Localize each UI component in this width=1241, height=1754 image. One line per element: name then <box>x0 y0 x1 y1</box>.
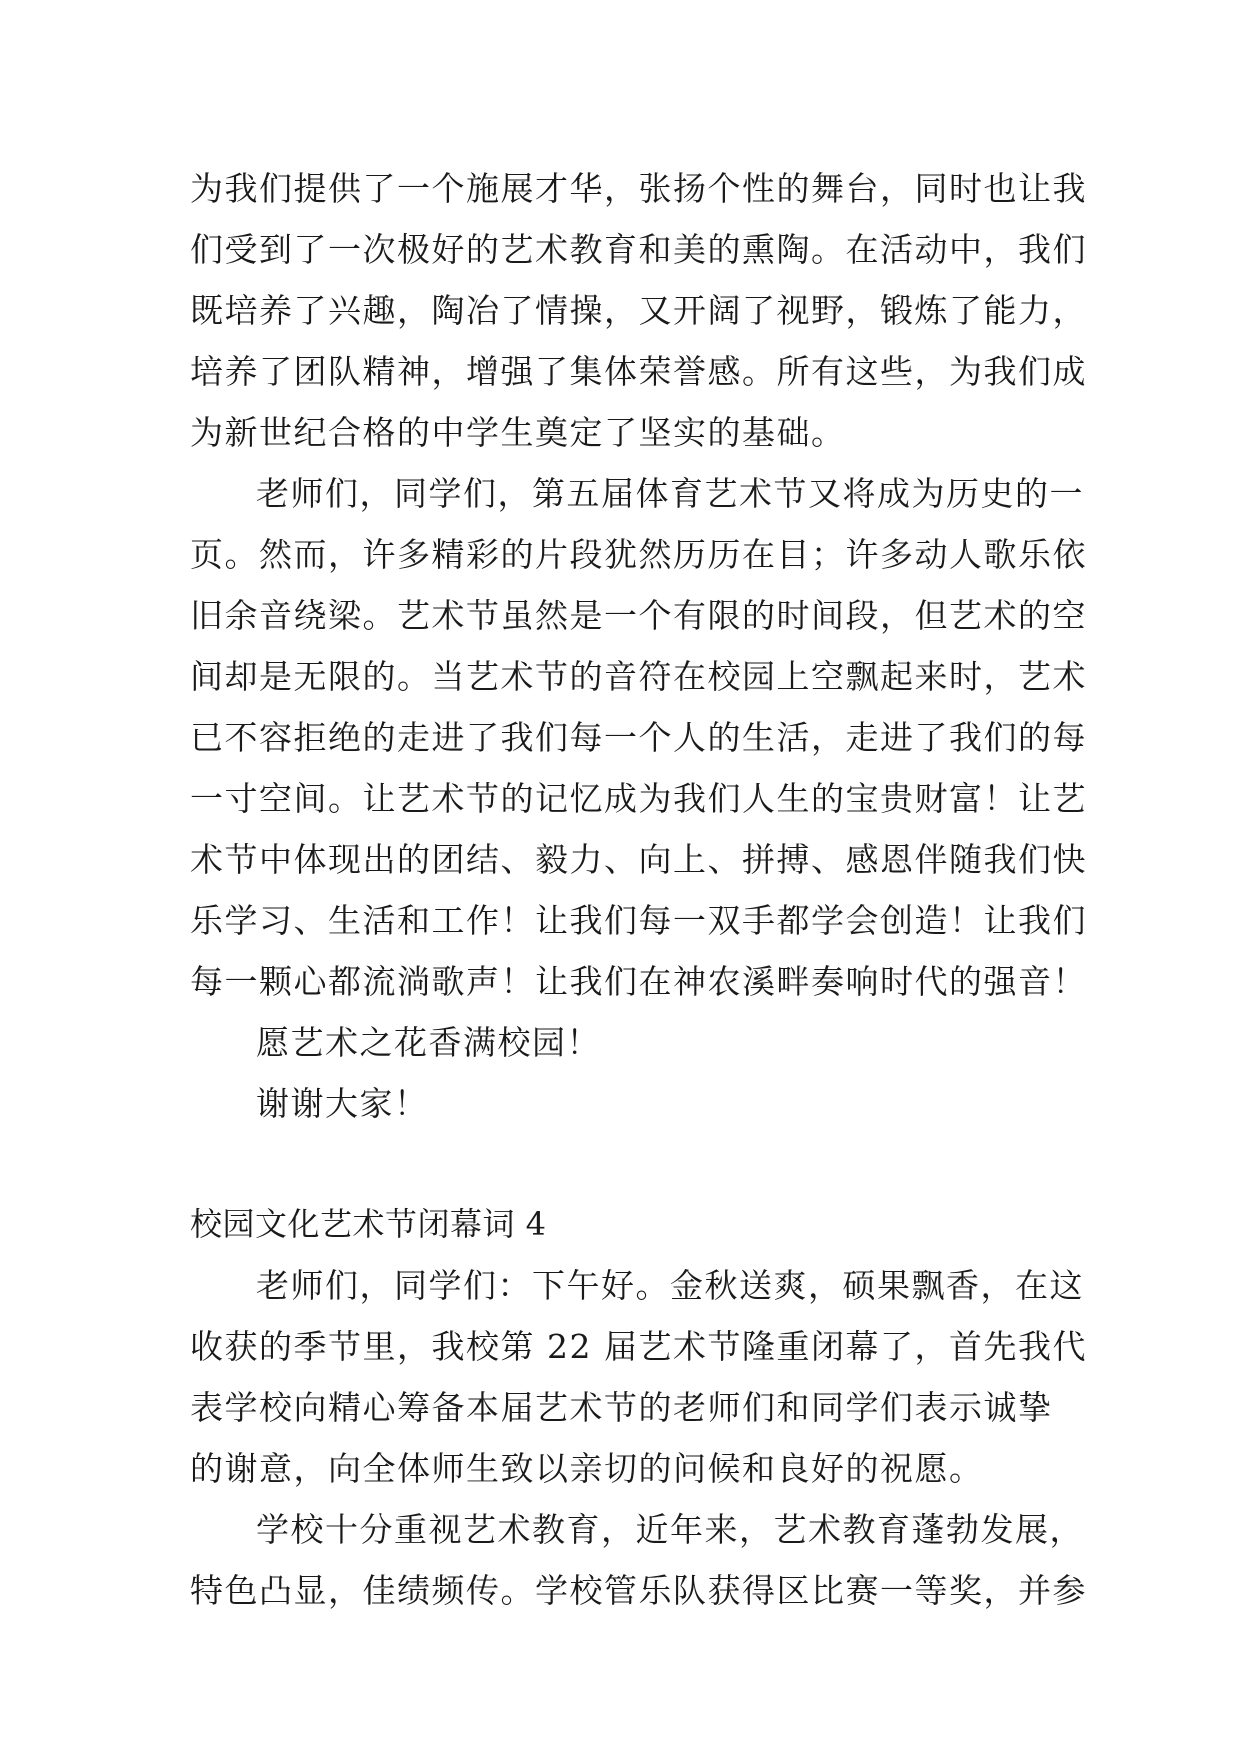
text-line: 老师们，同学们：下午好。金秋送爽，硕果飘香，在这 <box>256 1266 1084 1305</box>
text-line: 表学校向精心筹备本届艺术节的老师们和同学们表示诚挚 <box>190 1388 1053 1427</box>
text-line: 培养了团队精神，增强了集体荣誉感。所有这些，为我们成 <box>190 352 1087 391</box>
paragraph <box>190 463 1087 1012</box>
text-line: 术节中体现出的团结、毅力、向上、拼搏、感恩伴随我们快 <box>190 840 1087 879</box>
text-line: 学校十分重视艺术教育，近年来，艺术教育蓬勃发展， <box>256 1510 1084 1549</box>
text-line: 们受到了一次极好的艺术教育和美的熏陶。在活动中，我们 <box>190 230 1087 269</box>
text-line: 一寸空间。让艺术节的记忆成为我们人生的宝贵财富！让艺 <box>190 779 1087 818</box>
closing-wish: 愿艺术之花香满校园！ <box>256 1023 601 1062</box>
text-line: 乐学习、生活和工作！让我们每一双手都学会创造！让我们 <box>190 901 1087 940</box>
text-line: 收获的季节里，我校第 22 届艺术节隆重闭幕了，首先我代 <box>190 1327 1087 1366</box>
text-line: 每一颗心都流淌歌声！让我们在神农溪畔奏响时代的强音！ <box>190 962 1087 1001</box>
text-line: 老师们，同学们，第五届体育艺术节又将成为历史的一 <box>256 474 1084 513</box>
text-line: 既培养了兴趣，陶冶了情操，又开阔了视野，锻炼了能力， <box>190 291 1087 330</box>
section-heading: 校园文化艺术节闭幕词 4 <box>190 1205 547 1243</box>
section-spacer <box>190 1134 1060 1194</box>
text-line: 间却是无限的。当艺术节的音符在校园上空飘起来时，艺术 <box>190 657 1087 696</box>
paragraph <box>190 1499 1087 1621</box>
text-line: 特色凸显，佳绩频传。学校管乐队获得区比赛一等奖，并参 <box>190 1571 1087 1610</box>
text-line: 旧余音绕梁。艺术节虽然是一个有限的时间段，但艺术的空 <box>190 596 1087 635</box>
paragraph <box>190 1255 1087 1499</box>
closing-thanks: 谢谢大家！ <box>256 1084 429 1123</box>
document-page <box>190 158 1087 1621</box>
text-line: 页。然而，许多精彩的片段犹然历历在目；许多动人歌乐依 <box>190 535 1087 574</box>
text-line: 为我们提供了一个施展才华，张扬个性的舞台，同时也让我 <box>190 169 1087 208</box>
paragraph <box>190 158 1087 463</box>
text-line: 为新世纪合格的中学生奠定了坚实的基础。 <box>190 413 846 452</box>
text-line: 的谢意，向全体师生致以亲切的问候和良好的祝愿。 <box>190 1449 984 1488</box>
text-line: 已不容拒绝的走进了我们每一个人的生活，走进了我们的每 <box>190 718 1087 757</box>
